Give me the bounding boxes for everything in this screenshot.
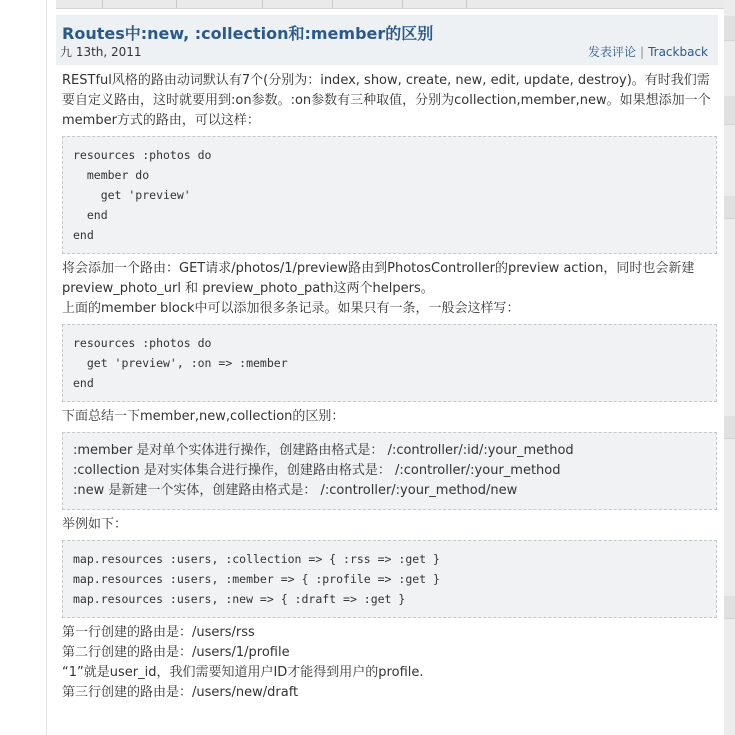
paragraph: RESTful风格的路由动词默认有7个(分别为：index, show, create, new, edit, update, destroy)。有时我们需要自定义路由，这时就要用到:on参数。:on参数有三种取值，分别为collection,member,new。如果想添加一个member方式的路由，可以这样：	[62, 73, 711, 128]
comment-link[interactable]: 发表评论	[588, 45, 637, 59]
text-line: 第三行创建的路由是：/users/new/draft	[62, 685, 299, 700]
post-header	[56, 15, 718, 65]
sidebar-edge	[724, 0, 735, 735]
post-title[interactable]: Routes中:new, :collection和:member的区别	[62, 24, 434, 43]
content-border	[46, 0, 47, 735]
trackback-link[interactable]: Trackback	[648, 45, 708, 59]
paragraph: 下面总结一下member,new,collection的区别：	[62, 409, 345, 424]
nav-separator	[466, 0, 467, 8]
code-block: resources :photos do member do get 'preview' end end	[62, 136, 717, 254]
nav-separator	[332, 0, 333, 8]
text-line: “1”就是user_id，我们需要知道用户ID才能得到用户的profile.	[62, 665, 424, 680]
code-block: resources :photos do get 'preview', :on => :member end	[62, 324, 717, 402]
code-block: map.resources :users, :collection => { :rss => :get } map.resources :users, :member => { :profile => :get } map.resources :users, :new => { :draft => :get }	[62, 540, 717, 618]
nav-separator	[402, 0, 403, 8]
text-line: 第一行创建的路由是：/users/rss	[62, 625, 255, 640]
code-block: :member 是对单个实体进行操作，创建路由格式是： /:controller/:id/:your_method :collection 是对实体集合进行操作，创建路由格式是： /:controller/:your_method :new 是新建一个实体，创建路由格式是： /:controller/:your_method/new	[62, 432, 717, 510]
meta-separator: |	[640, 45, 645, 59]
post-date: 九 13th, 2011	[60, 45, 142, 59]
page-gutter	[0, 0, 46, 735]
post-meta	[588, 43, 708, 60]
top-navigation	[56, 0, 728, 9]
paragraph: 上面的member block中可以添加很多条记录。如果只有一条，一般会这样写：	[62, 301, 520, 316]
paragraph: 将会添加一个路由：GET请求/photos/1/preview路由到PhotosController的preview action，同时也会新建preview_photo_url 和 preview_photo_path这两个helpers。	[62, 261, 695, 296]
text-line: 第二行创建的路由是：/users/1/profile	[62, 645, 290, 660]
post-content	[56, 71, 718, 703]
nav-separator	[102, 0, 103, 8]
post	[56, 15, 718, 65]
nav-separator	[262, 0, 263, 8]
nav-separator	[176, 0, 177, 8]
paragraph: 举例如下：	[62, 517, 128, 532]
